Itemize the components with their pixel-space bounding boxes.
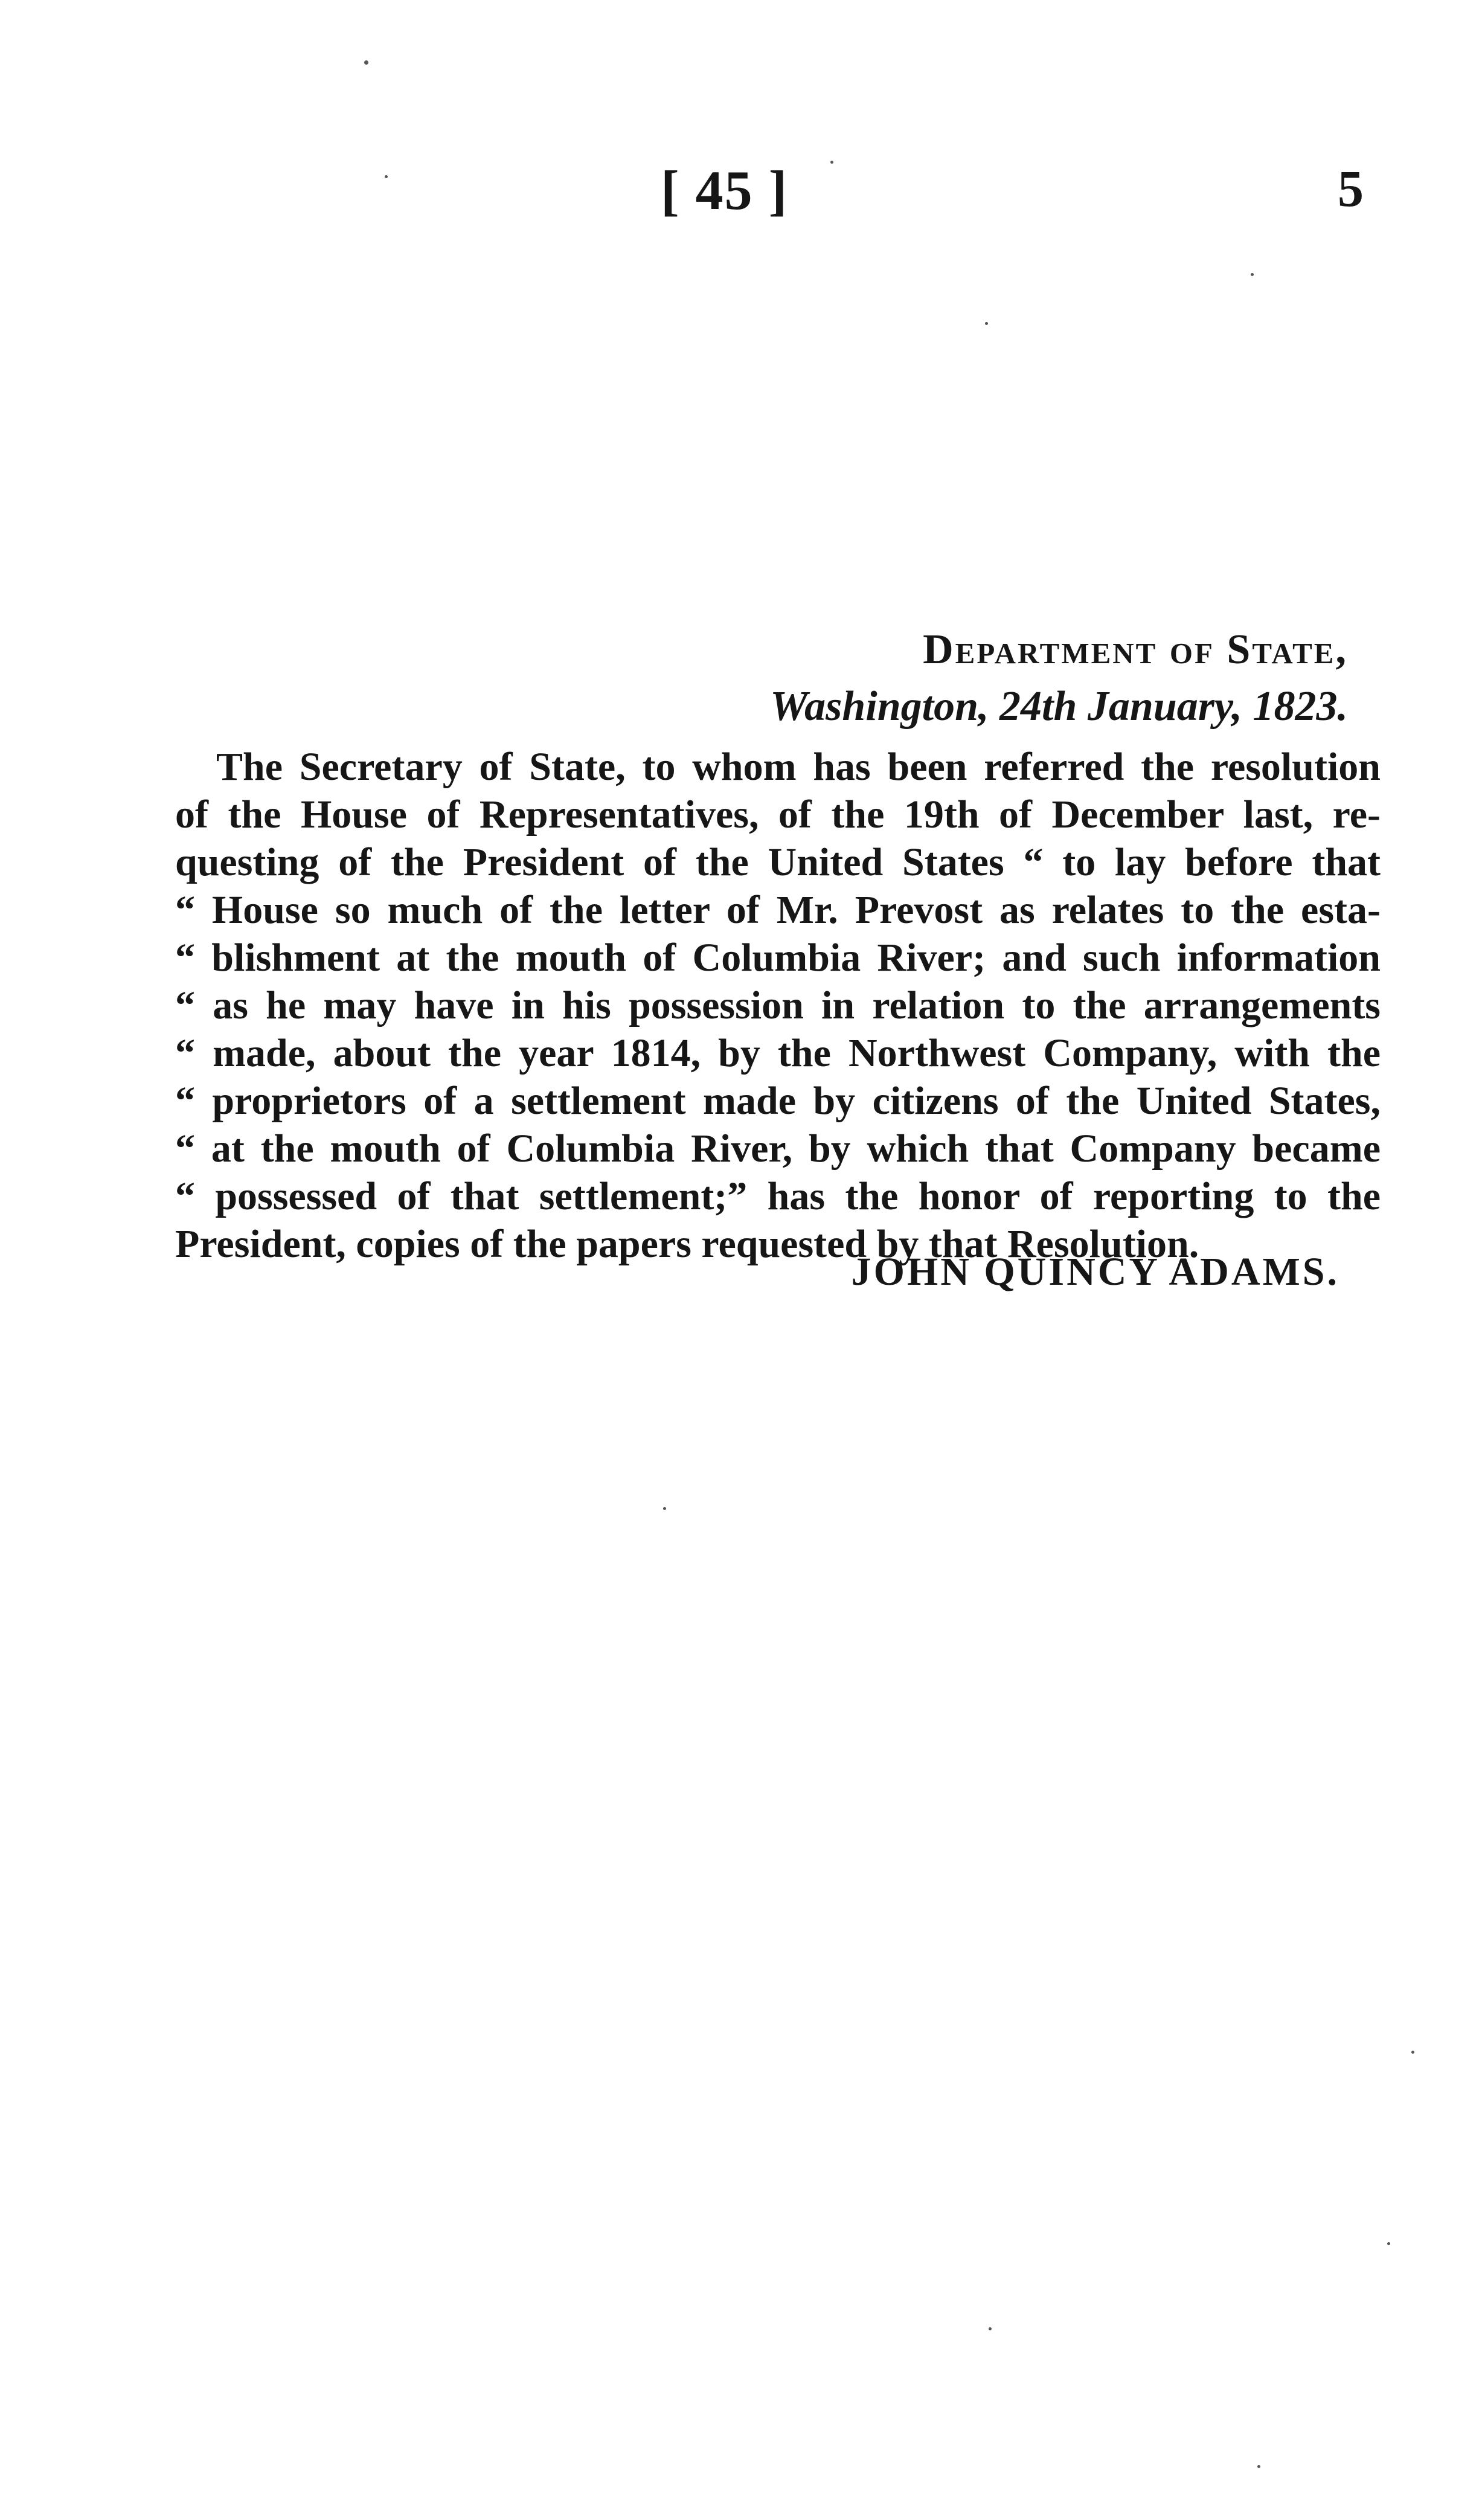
signature: JOHN QUINCY ADAMS.: [851, 1250, 1339, 1294]
place-date-line: Washington, 24th January, 1823.: [770, 683, 1348, 730]
scan-speck: [830, 161, 833, 164]
paragraph-line: questing of the President of the United States “ to lay before that: [175, 840, 1381, 884]
paragraph-line: “ proprietors of a settlement made by citizens of the United States,: [175, 1079, 1381, 1123]
scan-speck: [1257, 2465, 1260, 2468]
scan-speck: [1387, 2242, 1390, 2245]
scan-speck: [985, 322, 988, 325]
paragraph-line: “ as he may have in his possession in relation to the arrangements: [175, 983, 1381, 1027]
paragraph-line: of the House of Representatives, of the 19th of December last, re-: [175, 792, 1381, 837]
paragraph-line: The Secretary of State, to whom has been referred the resolution: [216, 745, 1381, 789]
paragraph-line: “ possessed of that settlement;” has the honor of reporting to the: [175, 1174, 1381, 1218]
scan-speck: [663, 1507, 666, 1510]
paragraph-line: President, copies of the papers requested by that Resolution.: [175, 1222, 1199, 1266]
scan-speck: [364, 60, 368, 65]
scan-speck: [1251, 273, 1254, 276]
folio-number: 5: [1338, 159, 1364, 217]
paragraph-line: “ at the mouth of Columbia River, by which that Company became: [175, 1127, 1381, 1171]
paragraph-line: “ made, about the year 1814, by the Northwest Company, with the: [175, 1031, 1381, 1075]
scan-speck: [385, 175, 388, 178]
report-paragraph: [175, 743, 1381, 1268]
paragraph-line: “ blishment at the mouth of Columbia River; and such information: [175, 936, 1381, 980]
scan-speck: [1411, 2051, 1414, 2054]
scan-speck: [989, 2327, 992, 2330]
page-number: [ 45 ]: [661, 159, 789, 221]
department-heading: Department of State,: [923, 626, 1348, 673]
paragraph-line: “ House so much of the letter of Mr. Prevost as relates to the esta-: [175, 888, 1381, 932]
